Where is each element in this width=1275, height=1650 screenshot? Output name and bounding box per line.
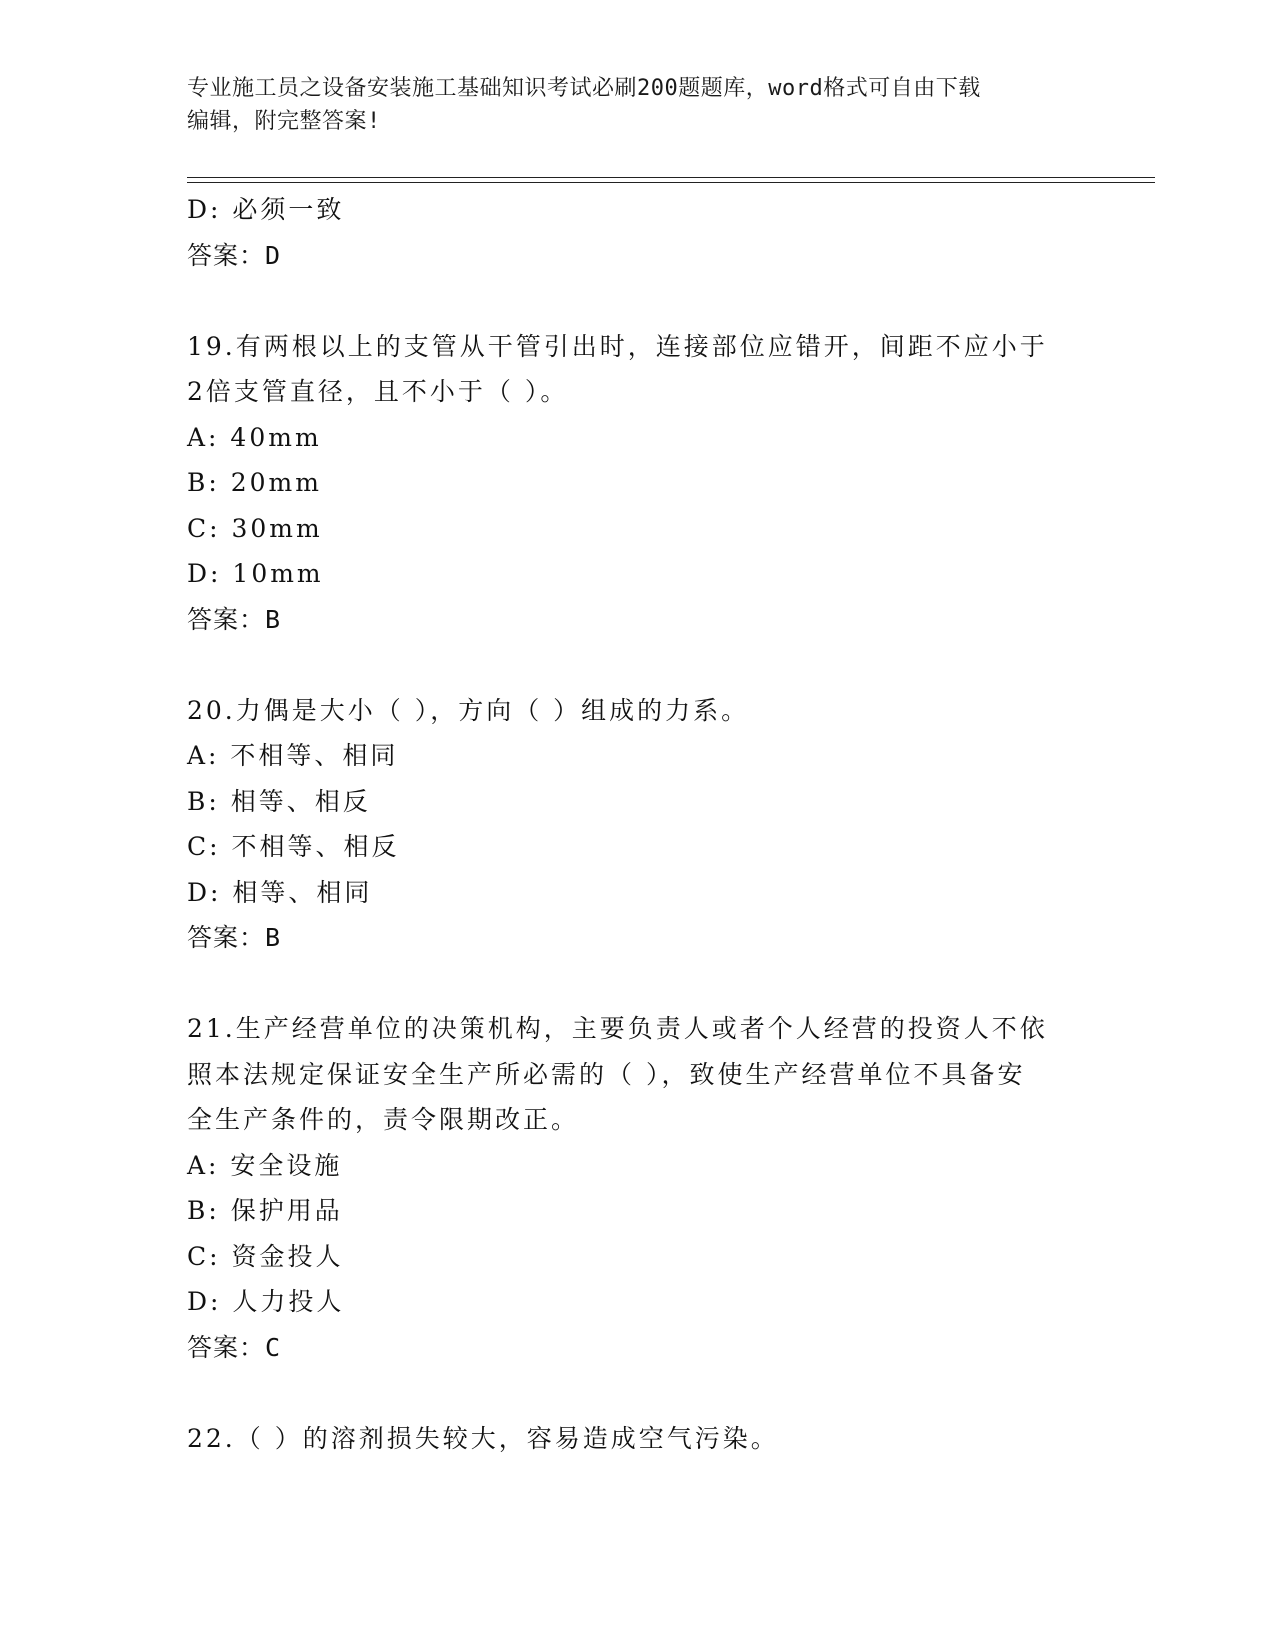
question-22 [187,1416,1087,1462]
spacer [187,961,1087,1007]
answer: 答案：D [187,240,282,270]
header-divider-bottom [187,182,1155,183]
option-a: A: 不相等、相同 [187,741,399,770]
answer: 答案：B [187,604,282,634]
answer: 答案：C [187,1332,282,1362]
option-b: B: 保护用品 [187,1196,343,1225]
option-c: C: 资金投人 [187,1241,344,1271]
question-19 [187,324,1087,643]
option-c: C: 不相等、相反 [187,832,400,861]
question-text-line: 2倍支管直径，且不小于（ ）。 [187,377,569,406]
answer: 答案：B [187,923,282,952]
header-title-line-2: 编辑，附完整答案! [187,109,381,134]
header-divider-top [187,177,1155,178]
option-d: D: 人力投人 [187,1287,345,1316]
spacer [187,278,1087,324]
document-header [187,72,1087,138]
option-a: A: 安全设施 [187,1150,343,1180]
option-c: C: 30mm [187,513,323,543]
question-text-line: 照本法规定保证安全生产所必需的（ ），致使生产经营单位不具备安 [187,1059,1026,1089]
question-20 [187,688,1087,961]
option-d: D: 相等、相同 [187,877,373,907]
header-title-line-1: 专业施工员之设备安装施工基础知识考试必刷200题题库，word格式可自由下载 [187,76,981,101]
option-d: D: 必须一致 [187,195,345,224]
question-18-tail [187,187,1087,278]
question-text-line: 全生产条件的，责令限期改正。 [187,1105,580,1134]
option-d: D: 10mm [187,559,324,588]
question-21 [187,1006,1087,1370]
spacer [187,1370,1087,1416]
question-text-line: 20.力偶是大小（ ），方向（ ）组成的力系。 [187,695,750,725]
spacer [187,642,1087,688]
question-list [187,187,1087,1461]
option-b: B: 相等、相反 [187,786,371,816]
question-text-line: 21.生产经营单位的决策机构，主要负责人或者个人经营的投资人不依 [187,1014,1048,1043]
option-b: B: 20mm [187,468,322,497]
option-a: A: 40mm [187,422,322,452]
question-text-line: 22.（ ）的溶剂损失较大，容易造成空气污染。 [187,1423,779,1453]
question-text-line: 19.有两根以上的支管从干管引出时，连接部位应错开，间距不应小于 [187,331,1048,361]
